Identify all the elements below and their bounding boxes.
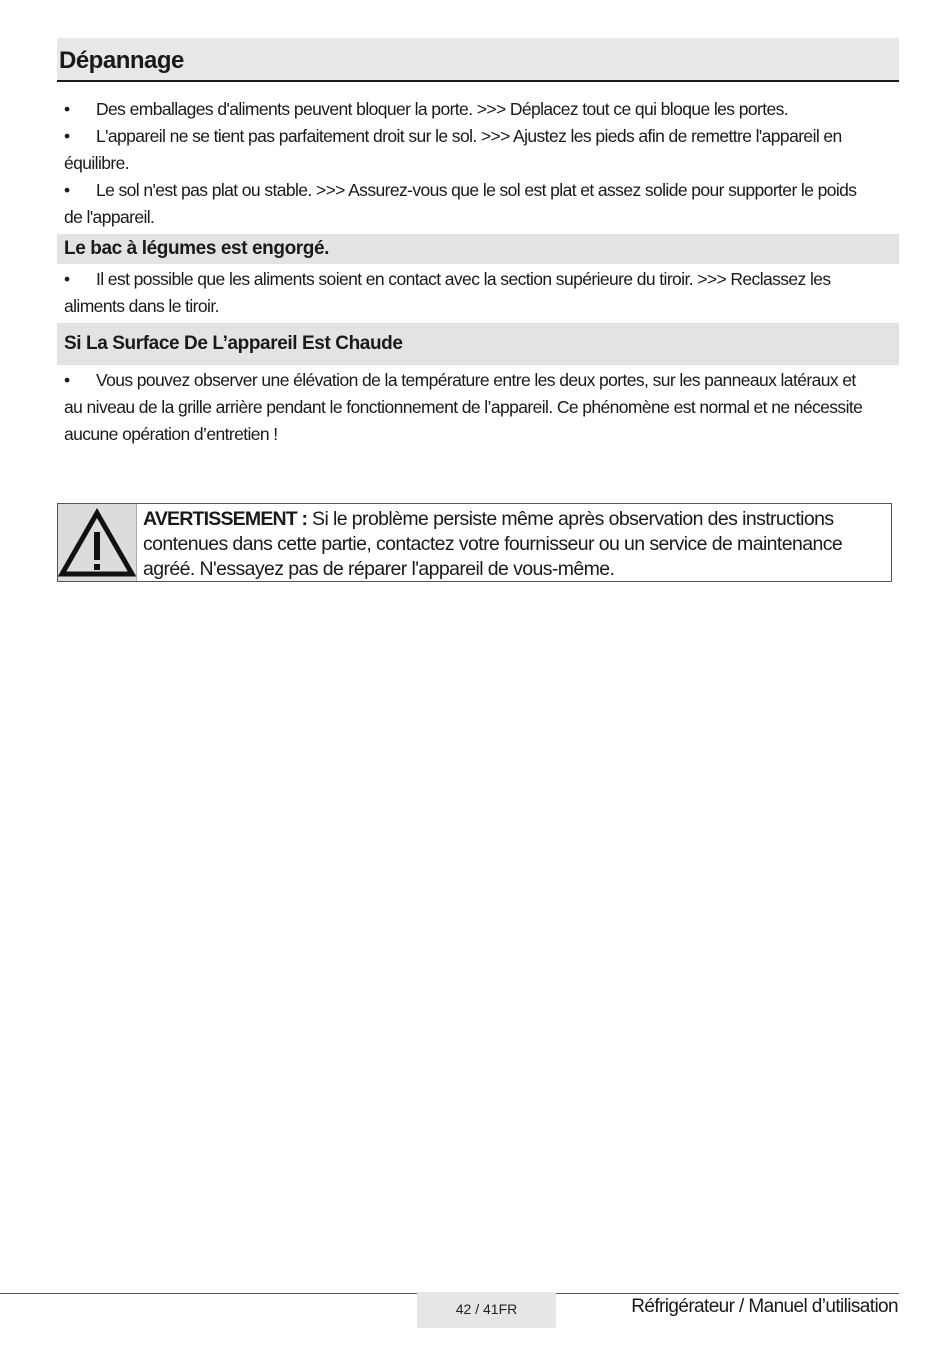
warning-icon-cell [58,504,137,581]
list-item-text: Il est possible que les aliments soient en contact avec la section supérieure du tiroir. >>> Reclassez les aliments dans le tiroir. [64,269,831,316]
list-item [57,177,899,231]
list-item [57,367,899,448]
bullet-glyph: • [64,269,70,289]
warning-triangle-icon [58,508,136,578]
warning-text [137,504,891,581]
warning-box [57,503,892,582]
list-item [57,96,899,123]
warning-message: Si le problème persiste même après observation des instructions contenues dans cette partie, contactez votre fournisseur ou un service de maintenance agréé. N'essayez pas de réparer l'appareil de vous-même. [143,508,843,580]
bullet-glyph: • [64,126,70,146]
list-item-text: L'appareil ne se tient pas parfaitement droit sur le sol. >>> Ajustez les pieds afin de remettre l'appareil en équilibre. [64,126,842,173]
list-item [57,123,899,177]
bullet-glyph: • [64,180,70,200]
page-number: 42 / 41FR [417,1292,556,1328]
list-item-text: Le sol n'est pas plat ou stable. >>> Assurez-vous que le sol est plat et assez solide pour supporter le poids de l'appareil. [64,180,857,227]
footer-title: Réfrigérateur / Manuel d’utilisation [631,1296,898,1317]
section-heading-hot-surface: Si La Surface De L’appareil Est Chaude [57,323,899,365]
bullet-glyph: • [64,99,70,119]
section-heading-vegetables: Le bac à légumes est engorgé. [57,234,899,264]
page-title: Dépannage [59,47,184,74]
warning-label: AVERTISSEMENT : [143,508,308,530]
list-item-text: Vous pouvez observer une élévation de la température entre les deux portes, sur les panneaux latéraux et au niveau de la grille arrière pendant le fonctionnement de l’appareil. Ce phénomène est normal et ne nécessite aucune opération d’entretien ! [64,370,863,444]
list-item-text: Des emballages d'aliments peuvent bloquer la porte. >>> Déplacez tout ce qui bloque les portes. [96,99,789,119]
bullet-glyph: • [64,370,70,390]
main-content [57,96,899,448]
list-item [57,266,899,320]
page-header [57,38,899,82]
